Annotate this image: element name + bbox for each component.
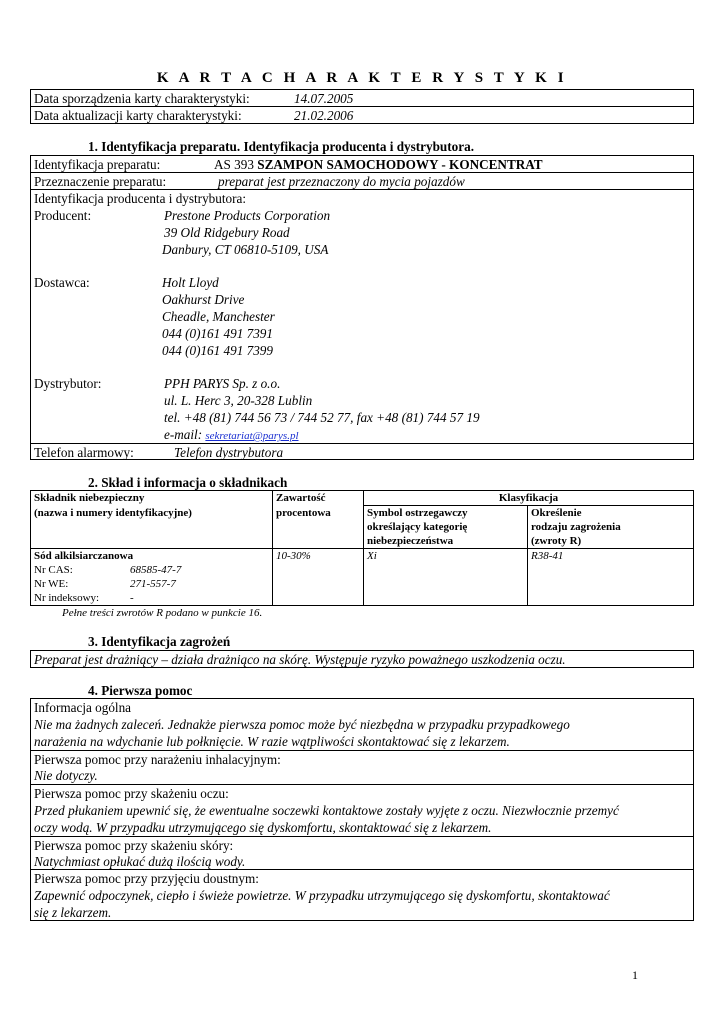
first-aid-label: Pierwsza pomoc przy skażeniu oczu: [34, 786, 229, 801]
distributor-line: PPH PARYS Sp. z o.o. [164, 376, 281, 391]
email-link[interactable]: sekretariat@parys.pl [205, 430, 299, 442]
first-aid-label: Informacja ogólna [34, 700, 132, 715]
page-number: 1 [632, 968, 638, 982]
index-value: - [130, 592, 134, 604]
composition-note: Pełne treści zwrotów R podano w punkcie 16. [62, 607, 263, 619]
prep-code: AS 393 [214, 157, 258, 172]
r-phrases-value: R38-41 [531, 550, 564, 562]
distributor-label: Dystrybutor: [34, 376, 102, 391]
supplier-label: Dostawca: [34, 275, 90, 290]
purpose-value: preparat jest przeznaczony do mycia pojazdów [218, 174, 465, 189]
col3b-header: Określenie [531, 507, 582, 519]
col3a-header: niebezpieczeństwa [367, 535, 454, 547]
updated-value: 21.02.2006 [294, 108, 354, 123]
divider [527, 505, 528, 606]
col3a-header: Symbol ostrzegawczy [367, 507, 468, 519]
cas-value: 68585-47-7 [130, 564, 182, 576]
first-aid-text: oczy wodą. W przypadku utrzymującego się dyskomfortu, skontaktować się z lekarzem. [34, 820, 492, 835]
prep-value [214, 156, 543, 173]
cas-label: Nr CAS: [34, 564, 73, 576]
supplier-line: 044 (0)161 491 7399 [162, 343, 273, 358]
first-aid-text: Natychmiast opłukać dużą ilością wody. [34, 854, 246, 869]
section-2-heading: 2. Skład i informacja o składnikach [88, 475, 288, 490]
ident-label: Identyfikacja producenta i dystrybutora: [34, 191, 247, 206]
created-value: 14.07.2005 [294, 91, 354, 106]
purpose-label: Przeznaczenie preparatu: [34, 174, 167, 189]
supplier-line: Oakhurst Drive [162, 292, 245, 307]
section-3-heading: 3. Identyfikacja zagrożeń [88, 634, 231, 649]
first-aid-label: Pierwsza pomoc przy przyjęciu doustnym: [34, 871, 259, 886]
content-value: 10-30% [276, 550, 311, 562]
hazards-text: Preparat jest drażniący – działa drażniąco na skórę. Występuje ryzyko poważnego uszkodzenia oczu. [34, 652, 566, 667]
first-aid-text: narażenia na wdychanie lub połknięcie. W razie wątpliwości skontaktować się z lekarzem. [34, 734, 510, 749]
alarm-label: Telefon alarmowy: [34, 445, 134, 460]
producer-line: Prestone Products Corporation [164, 208, 331, 223]
section-4-heading: 4. Pierwsza pomoc [88, 683, 193, 698]
producer-label: Producent: [34, 208, 92, 223]
section-1-heading: 1. Identyfikacja preparatu. Identyfikacja producenta i dystrybutora. [88, 139, 474, 154]
col1-header: (nazwa i numery identyfikacyjne) [34, 507, 192, 519]
producer-line: Danbury, CT 06810-5109, USA [162, 242, 329, 257]
document-title: K A R T A C H A R A K T E R Y S T Y K I [156, 70, 568, 86]
we-value: 271-557-7 [130, 578, 176, 590]
supplier-line: Cheadle, Manchester [162, 309, 275, 324]
col3b-header: (zwroty R) [531, 535, 582, 547]
symbol-value: Xi [367, 550, 377, 562]
prep-label: Identyfikacja preparatu: [34, 157, 161, 172]
col3-header: Klasyfikacja [498, 492, 559, 504]
supplier-line: 044 (0)161 491 7391 [162, 326, 273, 341]
updated-label: Data aktualizacji karty charakterystyki: [34, 108, 242, 123]
col1-header: Składnik niebezpieczny [34, 492, 145, 504]
first-aid-text: Zapewnić odpoczynek, ciepło i świeże powietrze. W przypadku utrzymującego się dyskomfortu, skontaktować [34, 888, 610, 903]
first-aid-label: Pierwsza pomoc przy narażeniu inhalacyjnym: [34, 752, 281, 767]
index-label: Nr indeksowy: [34, 592, 100, 604]
distributor-line: ul. L. Herc 3, 20-328 Lublin [164, 393, 313, 408]
we-label: Nr WE: [34, 578, 69, 590]
ingredient-name: Sód alkilsiarczanowa [34, 550, 134, 562]
col2-header: Zawartość [276, 492, 326, 504]
created-label: Data sporządzenia karty charakterystyki: [34, 91, 250, 106]
first-aid-text: się z lekarzem. [34, 905, 112, 920]
distributor-line: tel. +48 (81) 744 56 73 / 744 52 77, fax +48 (81) 744 57 19 [164, 410, 480, 425]
first-aid-text: Nie ma żadnych zaleceń. Jednakże pierwsza pomoc może być niezbędna w przypadku przypadkowego [34, 717, 570, 732]
first-aid-text: Przed płukaniem upewnić się, że ewentualne soczewki kontaktowe zostały wyjęte z oczu. Niezwłocznie przemyć [34, 803, 619, 818]
email-label: e-mail: [164, 427, 206, 442]
col3a-header: określający kategorię [367, 521, 468, 533]
producer-line: 39 Old Ridgebury Road [164, 225, 290, 240]
col2-header: procentowa [276, 507, 331, 519]
alarm-value: Telefon dystrybutora [174, 445, 284, 460]
supplier-line: Holt Lloyd [162, 275, 219, 290]
first-aid-text: Nie dotyczy. [34, 768, 98, 783]
email-row [164, 426, 299, 445]
prep-name: SZAMPON SAMOCHODOWY - KONCENTRAT [257, 157, 543, 172]
first-aid-label: Pierwsza pomoc przy skażeniu skóry: [34, 838, 234, 853]
col3b-header: rodzaju zagrożenia [531, 521, 621, 533]
